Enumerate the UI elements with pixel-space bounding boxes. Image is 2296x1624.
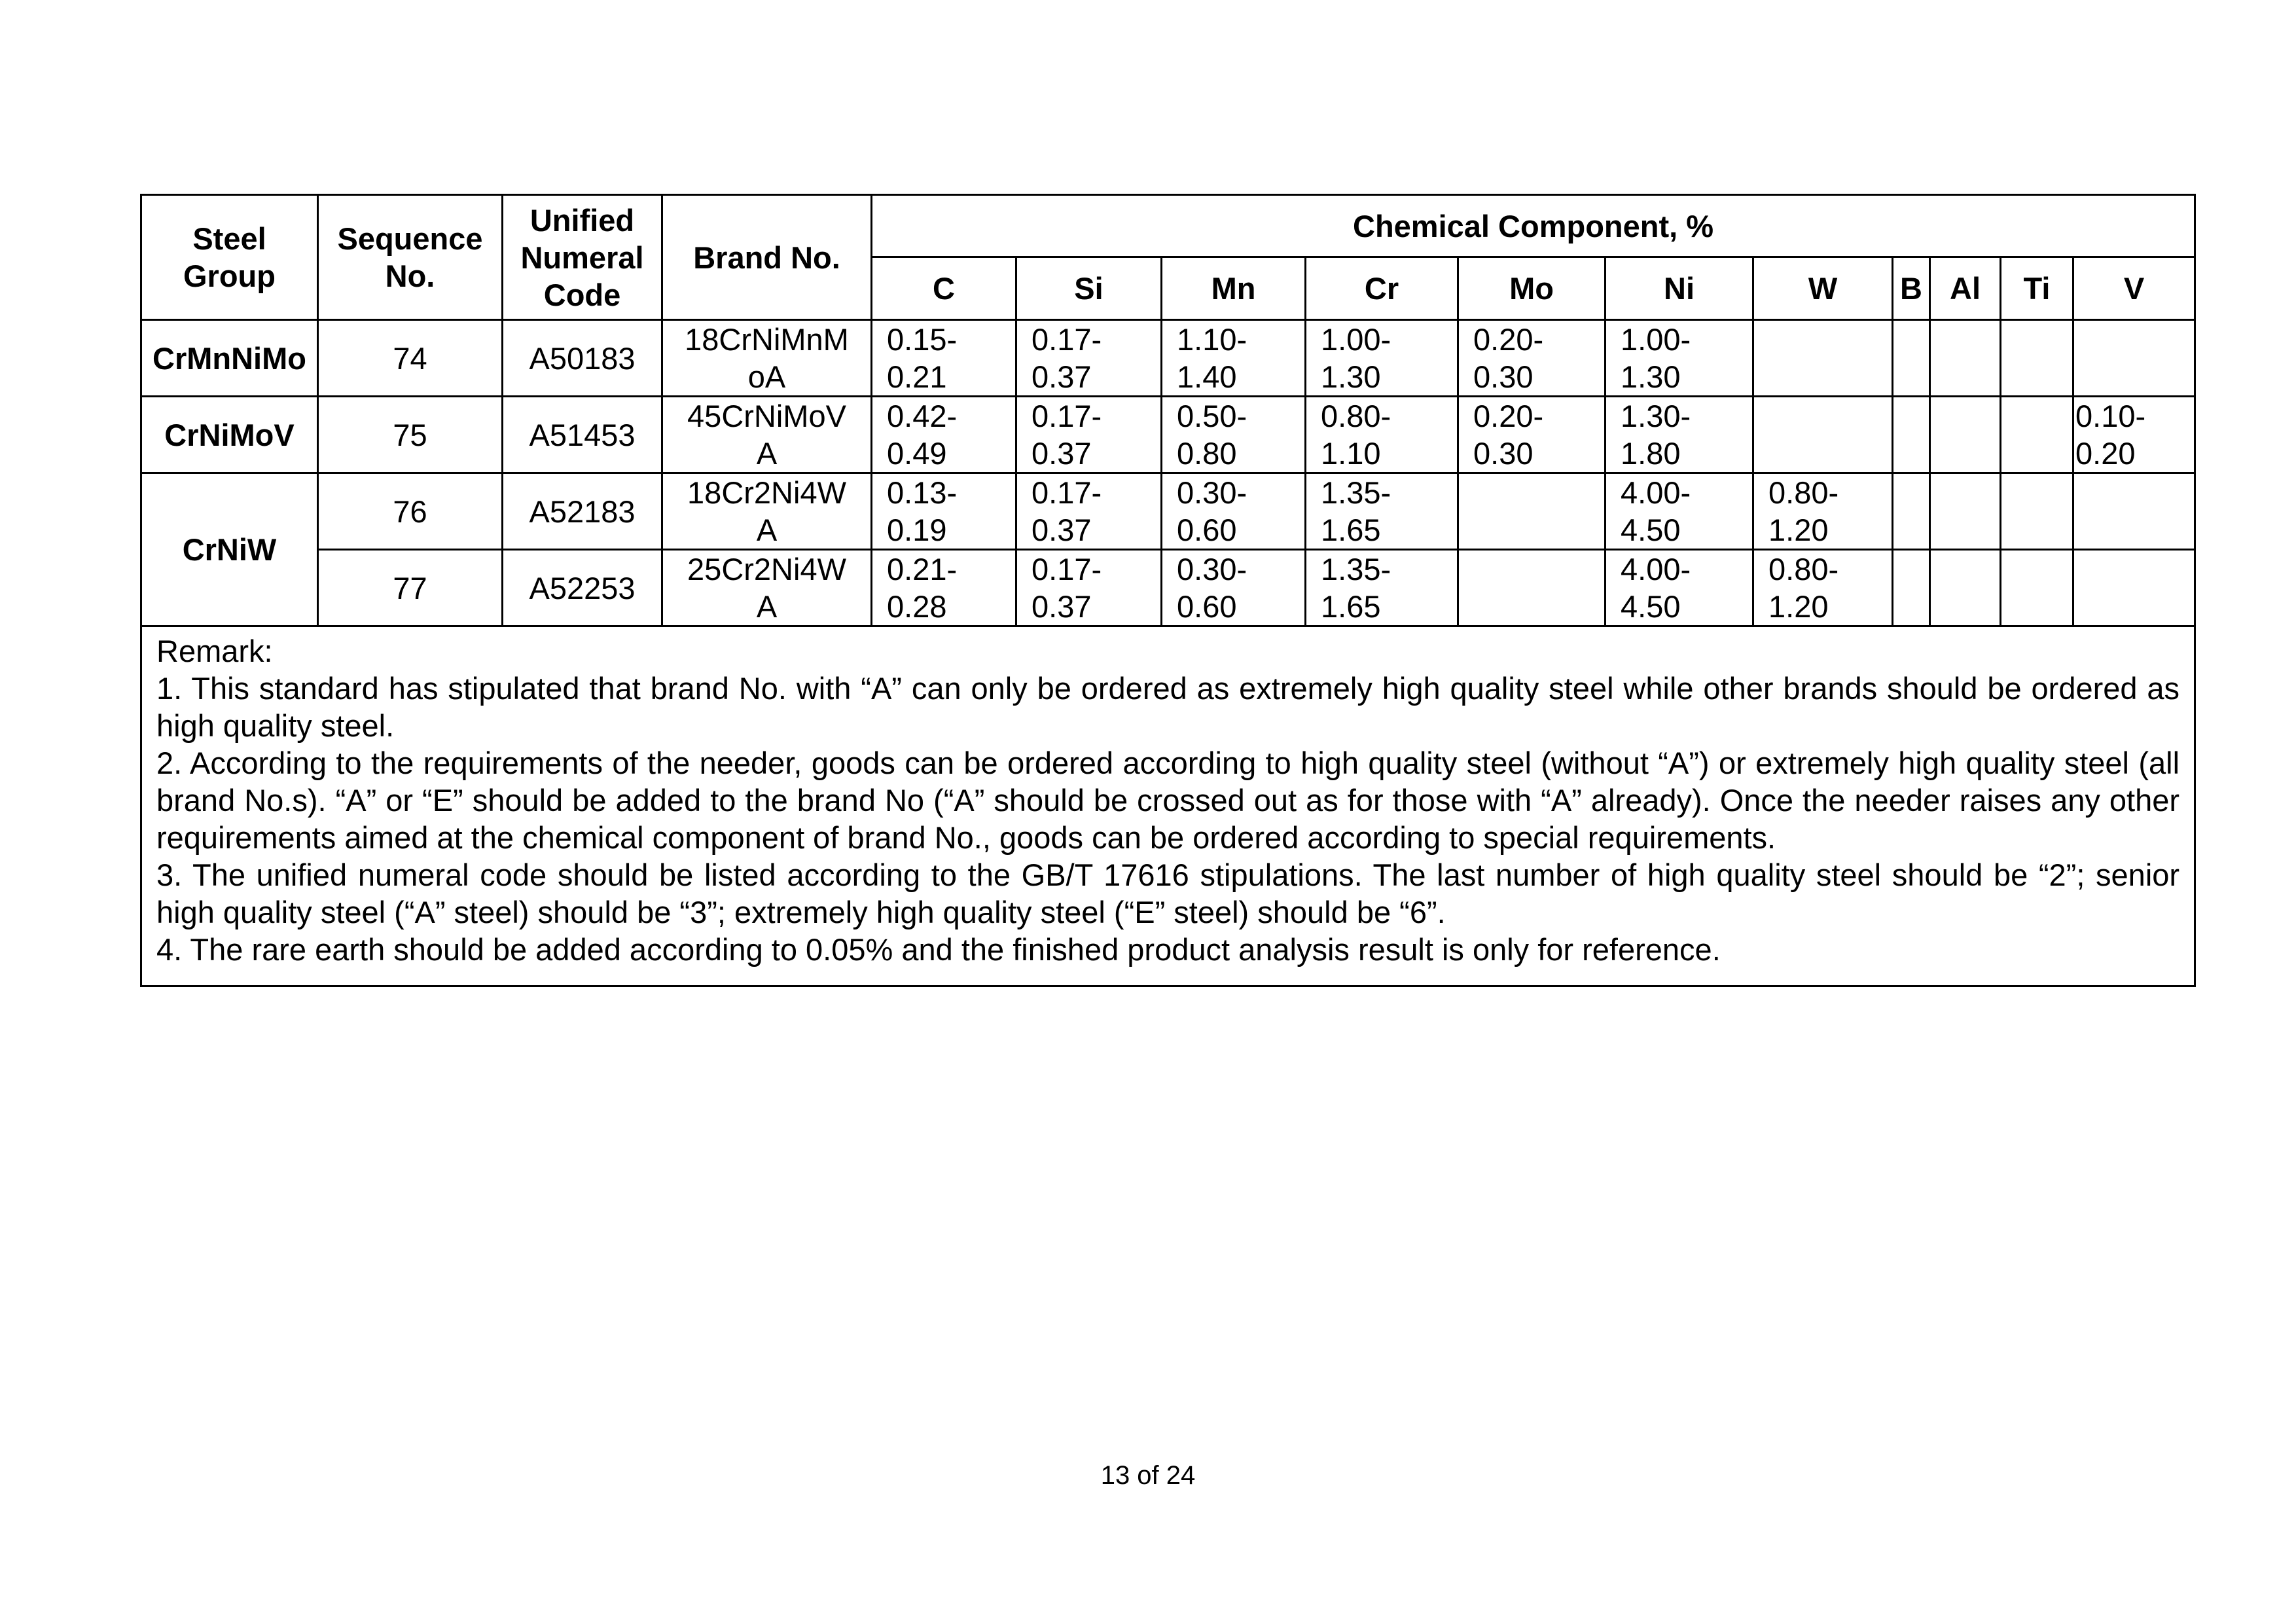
table-row (141, 320, 2195, 397)
table-row (141, 397, 2195, 473)
sequence-cell: 74 (318, 320, 503, 397)
w-cell (1753, 397, 1893, 473)
brand-line: oA (747, 359, 786, 394)
remark-item-2: 2. According to the requirements of the needer, goods can be ordered according to high quality steel (without “A”) or extremely high quality steel (all brand No.s). “A” or “E” should be added to the brand No (“A” should be crossed out as for those with “A” already). Once the needer raises any other requirements aimed at the chemical component of brand No., goods can be ordered according to special requirements. (156, 746, 2180, 855)
brand-cell (662, 550, 872, 626)
value-line: 1.65 (1321, 513, 1381, 547)
value-line: 0.60 (1177, 513, 1237, 547)
value-line: 4.50 (1621, 513, 1681, 547)
c-cell (872, 320, 1016, 397)
remark-row (141, 626, 2195, 986)
si-cell (1016, 320, 1162, 397)
value-line: 0.20 (2075, 436, 2136, 471)
w-cell (1753, 550, 1893, 626)
mo-cell (1458, 473, 1605, 550)
value-line: 0.17- (1031, 552, 1102, 586)
value-line: 0.30- (1177, 475, 1247, 510)
cr-cell (1306, 397, 1458, 473)
al-cell (1930, 397, 2001, 473)
ni-cell (1605, 473, 1753, 550)
value-line: 0.37 (1031, 513, 1092, 547)
header-element-ti: Ti (2001, 257, 2073, 320)
sequence-cell: 76 (318, 473, 503, 550)
table-row (141, 550, 2195, 626)
value-line: 0.15- (887, 322, 958, 357)
value-line: 4.00- (1621, 475, 1691, 510)
cr-cell (1306, 473, 1458, 550)
remark-item-3: 3. The unified numeral code should be listed according to the GB/T 17616 stipulations. The last number of high quality steel should be “2”; senior high quality steel (“A” steel) should be “3”; extremely high quality steel (“E” steel) should be “6”. (156, 857, 2180, 929)
value-line: 0.80- (1768, 475, 1839, 510)
brand-line: A (756, 589, 778, 624)
header-brand-no: Brand No. (662, 195, 872, 320)
header-element-b: B (1893, 257, 1930, 320)
brand-line: 45CrNiMoV (687, 399, 846, 433)
b-cell (1893, 397, 1930, 473)
header-element-cr: Cr (1306, 257, 1458, 320)
value-line: 1.65 (1321, 589, 1381, 624)
value-line: 0.21 (887, 359, 947, 394)
header-chemical-component: Chemical Component, % (872, 195, 2195, 257)
value-line: 0.80- (1768, 552, 1839, 586)
w-cell (1753, 320, 1893, 397)
mn-cell (1162, 550, 1306, 626)
brand-line: 25Cr2Ni4W (687, 552, 846, 586)
remark-title: Remark: (156, 634, 273, 668)
b-cell (1893, 473, 1930, 550)
c-cell (872, 397, 1016, 473)
brand-line: A (756, 436, 778, 471)
value-line: 1.30- (1621, 399, 1691, 433)
sequence-cell: 75 (318, 397, 503, 473)
value-line: 0.37 (1031, 359, 1092, 394)
steel-composition-table (140, 194, 2196, 987)
value-line: 0.28 (887, 589, 947, 624)
value-line: 4.50 (1621, 589, 1681, 624)
mn-cell (1162, 397, 1306, 473)
value-line: 1.00- (1621, 322, 1691, 357)
remark-item-4: 4. The rare earth should be added according to 0.05% and the finished product analysis result is only for reference. (156, 932, 1721, 967)
value-line: 0.80- (1321, 399, 1391, 433)
cr-cell (1306, 550, 1458, 626)
ti-cell (2001, 473, 2073, 550)
table-row (141, 473, 2195, 550)
header-unified-code: Unified Numeral Code (503, 195, 662, 320)
remark-item-1: 1. This standard has stipulated that brand No. with “A” can only be ordered as extremely high quality steel while other brands should be ordered as high quality steel. (156, 671, 2180, 743)
brand-line: 18CrNiMnM (685, 322, 849, 357)
value-line: 0.30- (1177, 552, 1247, 586)
header-element-mo: Mo (1458, 257, 1605, 320)
cr-cell (1306, 320, 1458, 397)
value-line: 1.40 (1177, 359, 1237, 394)
w-cell (1753, 473, 1893, 550)
remark-cell (141, 626, 2195, 986)
c-cell (872, 473, 1016, 550)
header-sequence-no: Sequence No. (318, 195, 503, 320)
si-cell (1016, 397, 1162, 473)
value-line: 1.20 (1768, 513, 1829, 547)
value-line: 1.35- (1321, 552, 1391, 586)
header-element-v: V (2073, 257, 2195, 320)
mn-cell (1162, 320, 1306, 397)
header-element-si: Si (1016, 257, 1162, 320)
value-line: 0.20- (1473, 322, 1544, 357)
b-cell (1893, 550, 1930, 626)
si-cell (1016, 550, 1162, 626)
value-line: 1.35- (1321, 475, 1391, 510)
mn-cell (1162, 473, 1306, 550)
ni-cell (1605, 320, 1753, 397)
value-line: 0.10- (2075, 399, 2146, 433)
value-line: 1.30 (1321, 359, 1381, 394)
ni-cell (1605, 550, 1753, 626)
steel-group-cell: CrNiW (141, 473, 318, 626)
ti-cell (2001, 320, 2073, 397)
value-line: 1.80 (1621, 436, 1681, 471)
v-cell (2073, 320, 2195, 397)
ti-cell (2001, 550, 2073, 626)
b-cell (1893, 320, 1930, 397)
value-line: 0.17- (1031, 399, 1102, 433)
value-line: 1.30 (1621, 359, 1681, 394)
value-line: 0.60 (1177, 589, 1237, 624)
al-cell (1930, 320, 2001, 397)
code-cell: A50183 (503, 320, 662, 397)
value-line: 0.21- (887, 552, 958, 586)
brand-cell (662, 320, 872, 397)
header-steel-group: Steel Group (141, 195, 318, 320)
value-line: 1.10- (1177, 322, 1247, 357)
ni-cell (1605, 397, 1753, 473)
al-cell (1930, 550, 2001, 626)
header-element-mn: Mn (1162, 257, 1306, 320)
code-cell: A52183 (503, 473, 662, 550)
value-line: 0.17- (1031, 475, 1102, 510)
v-cell (2073, 397, 2195, 473)
steel-group-cell: CrNiMoV (141, 397, 318, 473)
brand-line: A (756, 513, 778, 547)
mo-cell (1458, 397, 1605, 473)
value-line: 1.00- (1321, 322, 1391, 357)
value-line: 1.10 (1321, 436, 1381, 471)
value-line: 0.37 (1031, 589, 1092, 624)
brand-cell (662, 473, 872, 550)
al-cell (1930, 473, 2001, 550)
value-line: 0.30 (1473, 436, 1534, 471)
value-line: 0.49 (887, 436, 947, 471)
header-element-c: C (872, 257, 1016, 320)
sequence-cell: 77 (318, 550, 503, 626)
mo-cell (1458, 320, 1605, 397)
value-line: 0.37 (1031, 436, 1092, 471)
ti-cell (2001, 397, 2073, 473)
code-cell: A52253 (503, 550, 662, 626)
mo-cell (1458, 550, 1605, 626)
page-number: 13 of 24 (1100, 1461, 1196, 1490)
code-cell: A51453 (503, 397, 662, 473)
value-line: 0.42- (887, 399, 958, 433)
c-cell (872, 550, 1016, 626)
value-line: 0.19 (887, 513, 947, 547)
si-cell (1016, 473, 1162, 550)
value-line: 0.17- (1031, 322, 1102, 357)
value-line: 0.50- (1177, 399, 1247, 433)
value-line: 1.20 (1768, 589, 1829, 624)
value-line: 0.13- (887, 475, 958, 510)
header-row (141, 195, 2195, 257)
value-line: 0.30 (1473, 359, 1534, 394)
value-line: 4.00- (1621, 552, 1691, 586)
header-element-al: Al (1930, 257, 2001, 320)
header-element-ni: Ni (1605, 257, 1753, 320)
header-element-w: W (1753, 257, 1893, 320)
v-cell (2073, 473, 2195, 550)
value-line: 0.20- (1473, 399, 1544, 433)
brand-line: 18Cr2Ni4W (687, 475, 846, 510)
value-line: 0.80 (1177, 436, 1237, 471)
steel-group-cell: CrMnNiMo (141, 320, 318, 397)
brand-cell (662, 397, 872, 473)
v-cell (2073, 550, 2195, 626)
